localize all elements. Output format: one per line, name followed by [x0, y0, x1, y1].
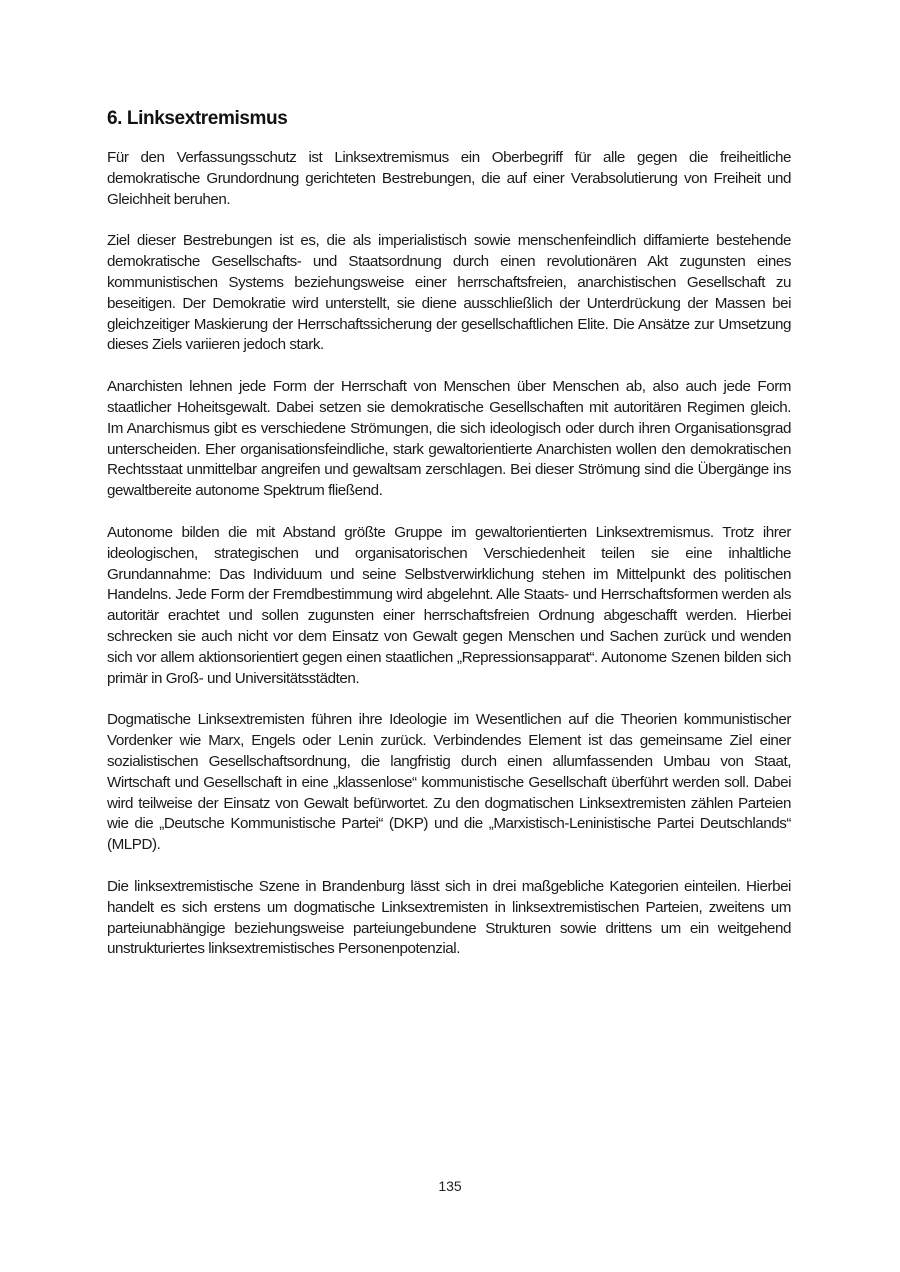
paragraph-goal: Ziel dieser Bestrebungen ist es, die als imperialistisch sowie menschenfeindlich diffamierte bestehende demokratische Gesellschafts- und Staatsordnung durch einen revolutionären Akt zugunsten eines kommunistischen Systems beziehungsweise einer herrschaftsfreien, anarchistischen Gesellschaft zu beseitigen. Der Demokratie wird unterstellt, sie diene ausschließlich der Unterdrückung der Massen bei gleichzeitiger Maskierung der Herrschaftssicherung der gesellschaftlichen Elite. Die Ansätze zur Umsetzung dieses Ziels variieren jedoch stark. — [107, 232, 791, 354]
paragraph-brandenburg: Die linksextremistische Szene in Brandenburg lässt sich in drei maßgebliche Kategorien einteilen. Hierbei handelt es sich erstens um dogmatische Linksextremisten in linksextremistischen Parteien, zweitens um parteiunabhängige beziehungsweise parteiungebundene Strukturen sowie drittens um ein weitgehend unstrukturiertes linksextremistisches Personenpotenzial. — [107, 877, 791, 958]
section-heading: 6. Linksextremismus — [107, 108, 288, 129]
paragraph-definition: Für den Verfassungsschutz ist Linksextremismus ein Oberbegriff für alle gegen die freiheitliche demokratische Grundordnung gerichteten Bestrebungen, die auf einer Verabsolutierung von Freiheit und Gleichheit beruhen. — [107, 149, 791, 208]
paragraph-dogmatic: Dogmatische Linksextremisten führen ihre Ideologie im Wesentlichen auf die Theorien kommunistischer Vordenker wie Marx, Engels oder Lenin zurück. Verbindendes Element ist das gemeinsame Ziel einer sozialistischen Gesellschaftsordnung, die langfristig durch einen allumfassenden Umbau von Staat, Wirtschaft und Gesellschaft in eine „klassenlose“ kommunistische Gesellschaft überführt werden soll. Dabei wird teilweise der Einsatz von Gewalt befürwortet. Zu den dogmatischen Linksextremisten zählen Parteien wie die „Deutsche Kommunistische Partei“ (DKP) und die „Marxistisch-Leninistische Partei Deutschlands“ (MLPD). — [107, 711, 791, 854]
page-content — [107, 106, 791, 981]
paragraph-autonomists: Autonome bilden die mit Abstand größte Gruppe im gewaltorientierten Linksextremismus. Trotz ihrer ideologischen, strategischen und organisatorischen Verschiedenheit teilen sie eine inhaltliche Grundannahme: Das Individuum und seine Selbstverwirklichung stehen im Mittelpunkt des politischen Handelns. Jede Form der Fremdbestimmung wird abgelehnt. Alle Staats- und Herrschaftsformen werden als autoritär erachtet und sollen zugunsten einer herrschaftsfreien Ordnung abgeschafft werden. Hierbei schrecken sie auch nicht vor dem Einsatz von Gewalt gegen Menschen und Sachen zurück und wenden sich vor allem aktionsorientiert gegen einen staatlichen „Repressionsapparat“. Autonome Szenen bilden sich primär in Groß- und Universitätsstädten. — [107, 523, 791, 687]
page-number: 135 — [438, 1178, 462, 1194]
paragraph-anarchists: Anarchisten lehnen jede Form der Herrschaft von Menschen über Menschen ab, also auch jede Form staatlicher Hoheitsgewalt. Dabei setzen sie demokratische Gesellschaften mit autoritären Regimen gleich. Im Anarchismus gibt es verschiedene Strömungen, die sich ideologisch oder durch ihren Organisationsgrad unterscheiden. Eher organisationsfeindliche, stark gewaltorientierte Anarchisten wollen den demokratischen Rechtsstaat unmittelbar angreifen und gewaltsam zerschlagen. Bei dieser Strömung sind die Übergänge ins gewaltbereite autonome Spektrum fließend. — [107, 378, 791, 500]
